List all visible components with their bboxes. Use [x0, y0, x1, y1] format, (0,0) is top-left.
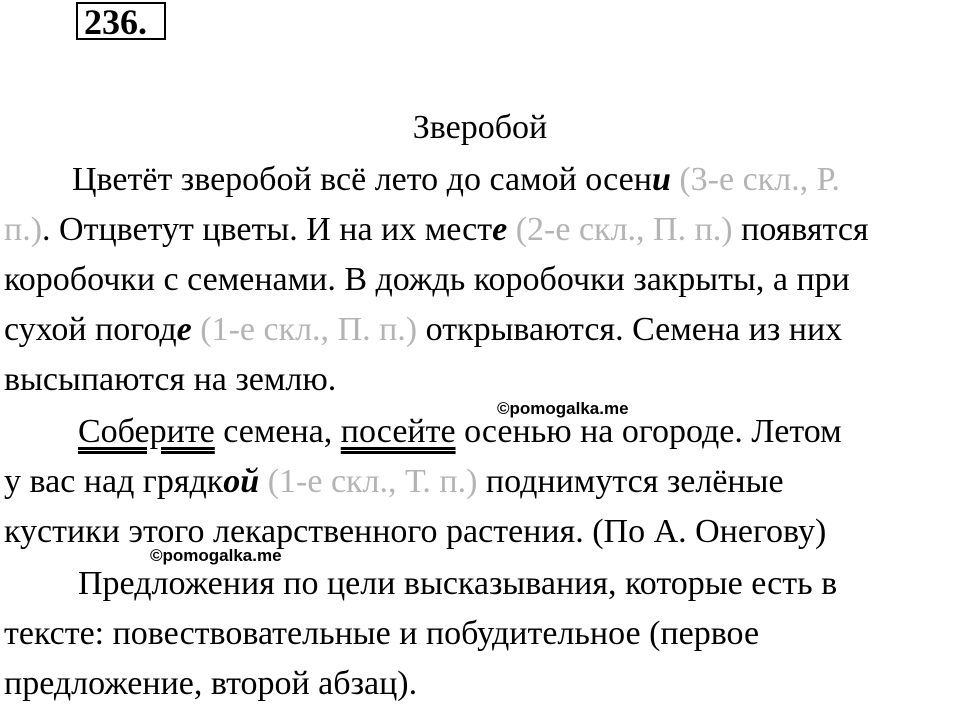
text-line: Предложения по цели высказывания, которые есть в — [78, 565, 838, 602]
predicate-underlined: Соберите — [78, 413, 215, 450]
ending-highlight: ой — [223, 463, 260, 500]
watermark: ©pomogalka.me — [497, 399, 629, 418]
ending-highlight: е — [176, 311, 192, 348]
watermark: ©pomogalka.me — [150, 546, 282, 565]
text-line: тексте: повествовательные и побудительное (первое — [4, 615, 760, 652]
grammar-note: (3-е скл., Р. — [670, 161, 840, 198]
exercise-number: 236. — [84, 2, 147, 42]
grammar-note: п.) — [4, 211, 43, 248]
grammar-note: (1-е скл., Т. п.) — [259, 463, 478, 500]
text-line: высыпаются на землю. — [4, 361, 337, 398]
text-title: Зверобой — [412, 109, 548, 146]
text-line: предложение, второй абзац). — [4, 665, 418, 702]
text-line: коробочки с семенами. В дождь коробочки закрыты, а при — [4, 261, 850, 298]
predicate-underlined: посейте — [340, 413, 456, 450]
ending-highlight: и — [651, 161, 671, 198]
text-line: Цветёт зверобой всё лето до самой осени (3-е скл., Р. — [72, 161, 840, 198]
grammar-note: (1-е скл., П. п.) — [191, 311, 418, 348]
text-line: сухой погоде (1-е скл., П. п.) открываются. Семена из них — [4, 311, 843, 348]
text-line: кустики этого лекарственного растения. (По А. Онегову) — [4, 513, 827, 550]
ending-highlight: е — [492, 211, 508, 248]
text-line: Соберите семена, посейте осенью на огороде. Летом — [78, 413, 842, 450]
text-line: п.). Отцветут цветы. И на их месте (2-е скл., П. п.) появятся — [4, 211, 869, 248]
grammar-note: (2-е скл., П. п.) — [507, 211, 733, 248]
text-line: у вас над грядкой (1-е скл., Т. п.) поднимутся зелёные — [4, 463, 784, 500]
